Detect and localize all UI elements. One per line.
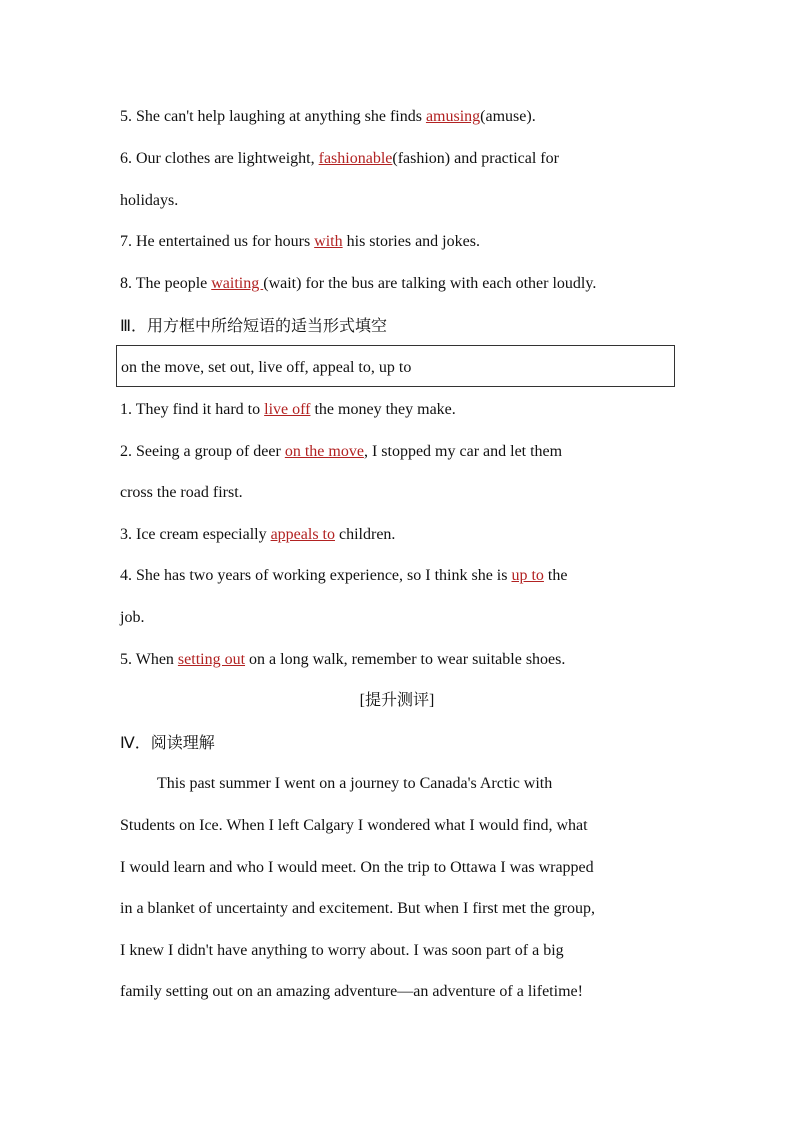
assessment-title: 提升测评 <box>364 690 429 709</box>
fill-item-2-cont: cross the road first. <box>120 484 243 501</box>
item-text: his stories and jokes. <box>342 233 480 250</box>
answer-blank: up to <box>511 567 544 584</box>
item-text: 1. They find it hard to <box>120 401 265 418</box>
bracket-close: ] <box>429 692 435 709</box>
fill-item-5 <box>120 650 565 670</box>
exercise-item-5 <box>120 107 536 127</box>
passage-line: This past summer I went on a journey to Canada's Arctic with <box>157 775 553 792</box>
item-text: on a long walk, remember to wear suitable shoes. <box>245 651 566 668</box>
item-text: 6. Our clothes are lightweight, <box>120 150 319 167</box>
section-3-heading: Ⅲ．用方框中所给短语的适当形式填空 <box>120 316 388 335</box>
answer-blank: setting out <box>177 651 246 668</box>
fill-item-4-cont: job. <box>120 609 145 626</box>
answer-blank: live off <box>264 401 311 418</box>
passage-line: I knew I didn't have anything to worry about. I was soon part of a big <box>120 942 564 959</box>
passage-line: family setting out on an amazing adventure—an adventure of a lifetime! <box>120 983 583 1000</box>
item-text: , I stopped my car and let them <box>363 443 563 460</box>
assessment-heading <box>0 690 794 711</box>
bracket-open: [ <box>359 692 365 709</box>
answer-blank: waiting <box>211 275 264 292</box>
passage-line: in a blanket of uncertainty and excitement. But when I first met the group, <box>120 900 595 917</box>
fill-item-3 <box>120 525 395 545</box>
item-text: 2. Seeing a group of deer <box>120 443 285 460</box>
exercise-item-7 <box>120 232 480 252</box>
item-text: (fashion) and practical for <box>392 150 559 167</box>
item-text: 5. She can't help laughing at anything she finds <box>120 108 426 125</box>
exercise-item-6 <box>120 149 559 169</box>
answer-blank: appeals to <box>270 526 335 543</box>
item-text: 4. She has two years of working experience, so I think she is <box>120 567 512 584</box>
item-text: the money they make. <box>310 401 456 418</box>
section-4-heading: Ⅳ．阅读理解 <box>120 733 215 752</box>
answer-blank: with <box>314 233 343 250</box>
item-text: 8. The people <box>120 275 212 292</box>
item-text: 3. Ice cream especially <box>120 526 271 543</box>
passage-line: Students on Ice. When I left Calgary I wondered what I would find, what <box>120 817 588 834</box>
item-text: 7. He entertained us for hours <box>120 233 315 250</box>
answer-blank: on the move <box>284 443 364 460</box>
item-text: the <box>543 567 568 584</box>
exercise-item-8 <box>120 274 596 294</box>
answer-blank: fashionable <box>318 150 393 167</box>
item-text: children. <box>335 526 396 543</box>
passage-line: I would learn and who I would meet. On the trip to Ottawa I was wrapped <box>120 859 594 876</box>
item-text: (wait) for the bus are talking with each other loudly. <box>263 275 597 292</box>
answer-blank: amusing <box>425 108 481 125</box>
item-text: (amuse). <box>480 108 536 125</box>
fill-item-2 <box>120 442 562 462</box>
item-text: 5. When <box>120 651 178 668</box>
exercise-item-6-cont: holidays. <box>120 192 179 209</box>
fill-item-4 <box>120 566 567 586</box>
phrase-box-text: on the move, set out, live off, appeal to, up to <box>121 359 412 376</box>
fill-item-1 <box>120 400 456 420</box>
phrase-box <box>116 345 675 387</box>
